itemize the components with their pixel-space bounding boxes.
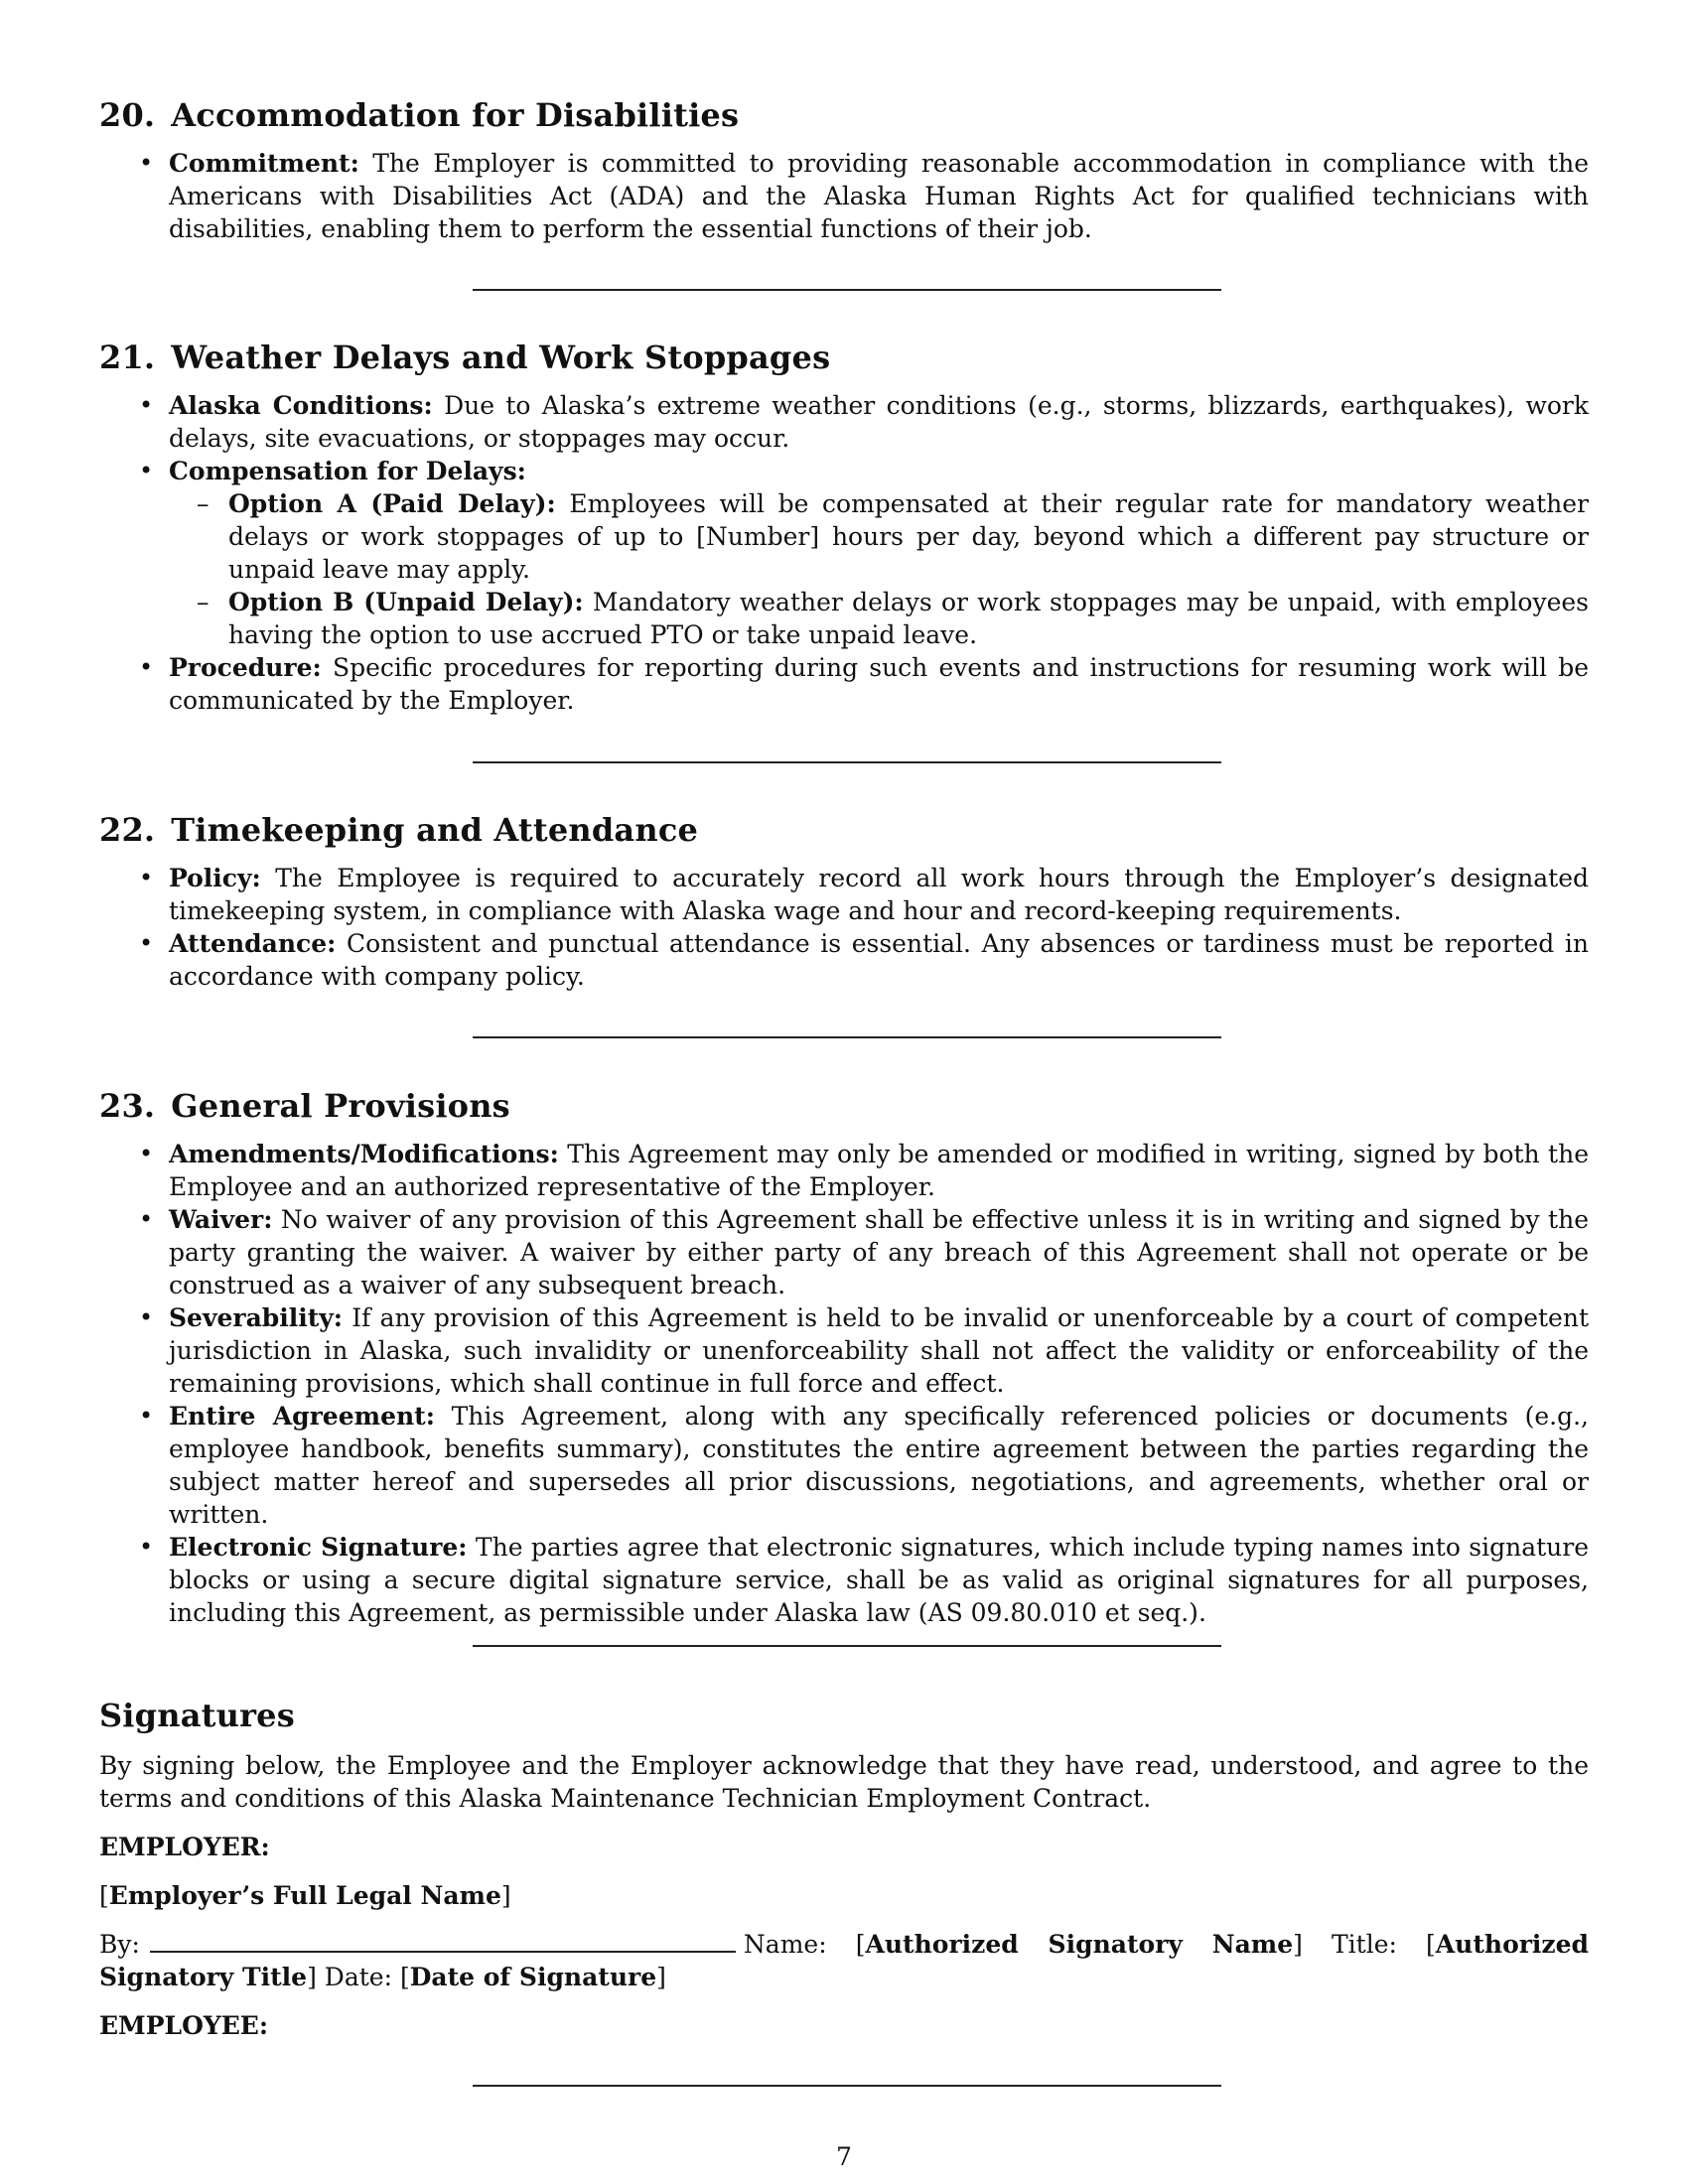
document-page bbox=[99, 0, 1589, 2184]
section-divider bbox=[473, 1036, 1221, 1038]
sub-list bbox=[169, 487, 1589, 651]
bullet-list bbox=[99, 147, 1589, 245]
item-text: The Employer is committed to providing reasonable accommodation in compliance with the Americans with Disabilities Act (ADA) and the Alaska Human Rights Act for qualified technicians with disabilities, enabling them to perform the essential functions of their job. bbox=[169, 149, 1589, 243]
signatures-section bbox=[99, 1696, 1589, 2042]
list-item bbox=[99, 1138, 1589, 1203]
item-label: Amendments/Modifications: bbox=[169, 1140, 559, 1168]
list-item bbox=[99, 147, 1589, 245]
section-divider bbox=[473, 1645, 1221, 1647]
employer-name bbox=[99, 1879, 1589, 1912]
section-20 bbox=[99, 95, 1589, 245]
date-placeholder: Date of Signature bbox=[409, 1963, 657, 1991]
section-21 bbox=[99, 338, 1589, 717]
signatures-heading: Signatures bbox=[99, 1697, 295, 1734]
section-heading bbox=[99, 95, 1589, 135]
bracket-close: ] bbox=[500, 1881, 511, 1910]
section-heading bbox=[99, 810, 1589, 850]
item-text: Due to Alaska’s extreme weather conditions (e.g., storms, blizzards, earthquakes), work delays, site evacuations, or stoppages may occur. bbox=[169, 391, 1589, 453]
page-number: 7 bbox=[836, 2142, 852, 2171]
item-text: No waiver of any provision of this Agreement shall be effective unless it is in writing and signed by the party granting the waiver. A waiver by either party of any breach of this Agreement shall not operate or be construed as a waiver of any subsequent breach. bbox=[169, 1205, 1589, 1299]
section-divider bbox=[473, 761, 1221, 763]
item-label: Entire Agreement: bbox=[169, 1402, 435, 1431]
section-title: Accommodation for Disabilities bbox=[171, 96, 740, 134]
employer-name-placeholder: Employer’s Full Legal Name bbox=[108, 1881, 501, 1910]
item-label: Attendance: bbox=[169, 929, 337, 958]
list-item bbox=[99, 455, 1589, 651]
list-item bbox=[99, 1400, 1589, 1531]
name-label: Name: bbox=[743, 1930, 827, 1959]
list-item bbox=[99, 651, 1589, 717]
item-label: Option A (Paid Delay): bbox=[228, 489, 556, 518]
section-title: Timekeeping and Attendance bbox=[171, 811, 699, 849]
section-title: Weather Delays and Work Stoppages bbox=[171, 339, 831, 376]
section-number: 23. bbox=[99, 1087, 156, 1125]
list-item bbox=[99, 862, 1589, 927]
item-text: Employees will be compensated at their regular rate for mandatory weather delays or work stoppages of up to [Number] hours per day, beyond which a different pay structure or unpaid leave may apply. bbox=[228, 489, 1589, 584]
signature-line[interactable] bbox=[150, 1929, 736, 1953]
section-heading bbox=[99, 1086, 1589, 1126]
employee-label: EMPLOYEE: bbox=[99, 2011, 269, 2040]
section-number: 22. bbox=[99, 811, 156, 849]
list-item bbox=[99, 927, 1589, 993]
list-item bbox=[99, 1203, 1589, 1301]
item-text: Consistent and punctual attendance is essential. Any absences or tardiness must be reported in accordance with company policy. bbox=[169, 929, 1589, 991]
item-text: The parties agree that electronic signatures, which include typing names into signature blocks or using a secure digital signature service, shall be as valid as original signatures for all purposes, including this Agreement, as permissible under Alaska law (AS 09.80.010 et seq.). bbox=[169, 1533, 1589, 1627]
section-number: 21. bbox=[99, 339, 156, 376]
bracket-open: [ bbox=[99, 1881, 109, 1910]
sub-list-item bbox=[169, 487, 1589, 586]
signatures-intro: By signing below, the Employee and the Employer acknowledge that they have read, understood, and agree to the terms and conditions of this Alaska Maintenance Technician Employment Contract. bbox=[99, 1751, 1589, 1813]
item-label: Policy: bbox=[169, 864, 261, 892]
section-title: General Provisions bbox=[171, 1087, 510, 1125]
item-text: This Agreement, along with any specifically referenced policies or documents (e.g., employee handbook, benefits summary), constitutes the entire agreement between the parties regarding the subject matter hereof and supersedes all prior discussions, negotiations, and agreements, whether oral or written. bbox=[169, 1402, 1590, 1529]
employer-label: EMPLOYER: bbox=[99, 1833, 270, 1861]
item-text: This Agreement may only be amended or modified in writing, signed by both the Employee and an authorized representative of the Employer. bbox=[169, 1140, 1589, 1201]
bullet-list bbox=[99, 1138, 1589, 1629]
bullet-list bbox=[99, 862, 1589, 993]
list-item bbox=[99, 1531, 1589, 1629]
item-label: Compensation for Delays: bbox=[169, 457, 526, 485]
name-placeholder: Authorized Signatory Name bbox=[865, 1930, 1294, 1959]
item-label: Severability: bbox=[169, 1303, 344, 1332]
section-number: 20. bbox=[99, 96, 156, 134]
by-label: By: bbox=[99, 1930, 140, 1959]
bullet-list bbox=[99, 389, 1589, 717]
item-label: Option B (Unpaid Delay): bbox=[228, 588, 584, 616]
item-text: Specific procedures for reporting during such events and instructions for resuming work will be communicated by the Employer. bbox=[169, 653, 1589, 715]
section-22 bbox=[99, 810, 1589, 993]
section-heading bbox=[99, 338, 1589, 377]
item-text: If any provision of this Agreement is held to be invalid or unenforceable by a court of competent jurisdiction in Alaska, such invalidity or unenforceability shall not affect the validity or enforceability of the remaining provisions, which shall continue in full force and effect. bbox=[169, 1303, 1589, 1398]
list-item bbox=[99, 1301, 1589, 1400]
item-label: Commitment: bbox=[169, 149, 359, 178]
list-item bbox=[99, 389, 1589, 455]
signature-line-block: By: Name: [Authorized Signatory Name] Title: [Authorized Signatory Title] Date: [Date of Signature] bbox=[99, 1930, 1589, 1991]
date-label: Date: bbox=[324, 1963, 393, 1991]
title-label: Title: bbox=[1331, 1930, 1397, 1959]
item-label: Waiver: bbox=[169, 1205, 273, 1234]
item-label: Procedure: bbox=[169, 653, 322, 682]
item-label: Alaska Conditions: bbox=[169, 391, 433, 420]
sub-list-item bbox=[169, 586, 1589, 651]
item-text: Mandatory weather delays or work stoppages may be unpaid, with employees having the option to use accrued PTO or take unpaid leave. bbox=[228, 588, 1589, 649]
section-23 bbox=[99, 1086, 1589, 1629]
section-divider bbox=[473, 2085, 1221, 2087]
item-label: Electronic Signature: bbox=[169, 1533, 468, 1562]
title-placeholder: Authorized Signatory Title bbox=[99, 1930, 1589, 1991]
item-text: The Employee is required to accurately record all work hours through the Employer’s designated timekeeping system, in compliance with Alaska wage and hour and record-keeping requirements. bbox=[169, 864, 1589, 925]
section-divider bbox=[473, 289, 1221, 291]
